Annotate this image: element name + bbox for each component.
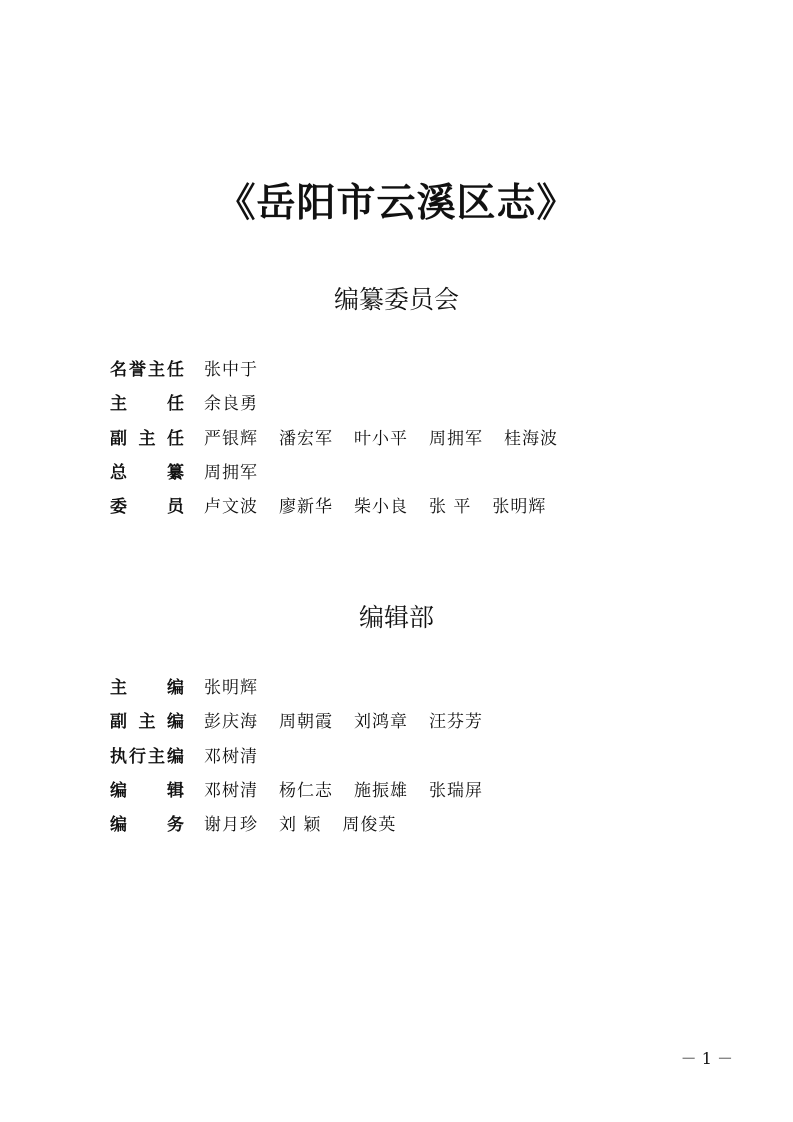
committee-heading: 编纂委员会 [333,285,459,314]
member-name: 严银辉 [204,428,258,449]
page-number: － 1 － [680,1049,733,1068]
book-title: 《岳阳市云溪区志》 [216,180,577,226]
member-name: 邓树清 [204,746,258,767]
member-name: 谢月珍 [204,815,258,836]
role-label: 编 务 [110,815,184,836]
member-name: 施振雄 [354,780,408,801]
role-label: 编 辑 [110,780,184,801]
role-label: 副 主 任 [110,428,184,449]
member-name: 张明辉 [204,678,258,698]
member-name: 叶小平 [354,428,408,449]
member-names [204,358,279,382]
member-name: 刘鸿章 [354,712,408,733]
member-name: 周拥军 [429,428,483,449]
member-name: 周俊英 [342,815,397,836]
member-name: 张瑞屏 [429,780,483,801]
member-name: 柴小良 [354,497,408,518]
member-names [204,710,504,734]
member-name: 刘 颖 [279,815,322,836]
member-name: 卢文波 [204,497,258,518]
member-names [204,461,279,485]
member-names [204,813,417,837]
member-names [204,745,279,769]
member-name: 张明辉 [492,497,547,518]
member-name: 潘宏军 [279,428,333,449]
role-label: 主 任 [110,394,184,415]
member-names [204,779,504,803]
role-label: 执 行 主 编 [110,746,184,767]
member-name: 周拥军 [204,462,258,483]
member-name: 杨仁志 [279,780,333,801]
editorial-department-heading: 编辑部 [358,603,434,632]
member-names [204,495,567,519]
member-name: 余良勇 [204,394,258,415]
role-label: 委 员 [110,497,184,518]
member-name: 张 平 [429,497,472,518]
member-names [204,392,279,416]
member-name: 廖新华 [279,497,333,518]
member-name: 张中于 [204,360,258,380]
member-name: 邓树清 [204,780,258,801]
member-names [204,676,279,700]
member-name: 桂海波 [504,428,558,449]
member-names [204,427,579,451]
role-label: 主 编 [110,678,184,698]
role-label: 副 主 编 [110,712,184,733]
role-label: 名 誉 主 任 [110,360,184,380]
member-name: 周朝霞 [279,712,333,733]
role-label: 总 纂 [110,462,184,483]
member-name: 彭庆海 [204,712,258,733]
member-name: 汪芬芳 [429,712,483,733]
